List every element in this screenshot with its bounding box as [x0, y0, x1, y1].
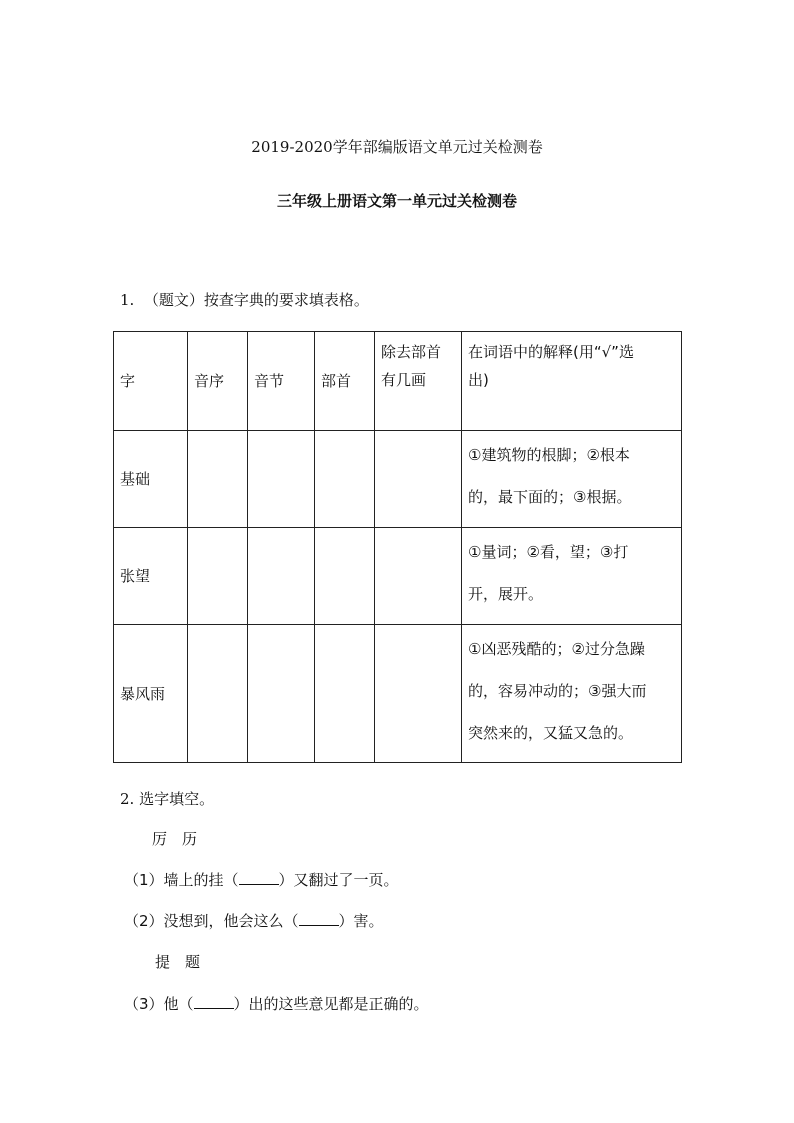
answer-blank[interactable] — [239, 870, 279, 885]
answer-cell-phonetic-order[interactable] — [188, 625, 248, 763]
answer-cell-syllable[interactable] — [248, 431, 315, 528]
fill-blank-item — [124, 910, 384, 932]
answer-cell-syllable[interactable] — [248, 528, 315, 625]
question-2-text: 选字填空。 — [139, 790, 215, 808]
answer-cell-radical[interactable] — [315, 431, 375, 528]
table-header-row — [114, 332, 682, 431]
meaning-line: 的，容易冲动的；③强大而 — [468, 682, 647, 700]
fill-blank-item — [124, 869, 399, 891]
header-meaning — [462, 332, 682, 431]
fill-blank-item — [124, 993, 429, 1015]
item-suffix: ）出的这些意见都是正确的。 — [233, 995, 429, 1013]
item-suffix: ）又翻过了一页。 — [278, 871, 399, 889]
meaning-line: ①量词；②看，望；③打 — [468, 543, 629, 561]
header-strokes — [375, 332, 462, 431]
item-prefix: （2）没想到，他会这么（ — [124, 912, 299, 930]
character-choice: 厉 — [152, 830, 169, 848]
question-1-number: 1. — [120, 291, 135, 309]
question-2-prompt — [120, 788, 214, 810]
header-syllable: 音节 — [248, 332, 315, 431]
meaning-cell[interactable] — [462, 625, 682, 763]
meaning-cell[interactable] — [462, 528, 682, 625]
table-row — [114, 625, 682, 763]
item-prefix: （1）墙上的挂（ — [124, 871, 239, 889]
meaning-line: 的，最下面的；③根据。 — [468, 488, 632, 506]
item-prefix: （3）他（ — [124, 995, 194, 1013]
dictionary-table — [113, 331, 682, 763]
header-meaning-line-1: 在词语中的解释(用“√”选 — [468, 343, 634, 361]
character-pair — [152, 828, 198, 850]
item-suffix: ）害。 — [338, 912, 384, 930]
answer-blank[interactable] — [299, 911, 339, 926]
header-meaning-line-2: 出) — [468, 371, 489, 389]
table-row — [114, 528, 682, 625]
answer-cell-strokes[interactable] — [375, 625, 462, 763]
question-2-number: 2. — [120, 790, 135, 808]
character-choice: 题 — [185, 953, 202, 971]
character-choice: 提 — [155, 953, 172, 971]
document-subtitle: 三年级上册语文第一单元过关检测卷 — [276, 192, 517, 210]
title-text: 学年部编版语文单元过关检测卷 — [332, 138, 543, 156]
title-year: 2019-2020 — [251, 138, 333, 156]
row-word: 暴风雨 — [114, 625, 188, 763]
row-word: 基础 — [114, 431, 188, 528]
answer-cell-radical[interactable] — [315, 528, 375, 625]
character-choice: 历 — [182, 830, 199, 848]
answer-cell-phonetic-order[interactable] — [188, 528, 248, 625]
row-word: 张望 — [114, 528, 188, 625]
question-1-text: （题文）按查字典的要求填表格。 — [143, 291, 369, 309]
answer-cell-syllable[interactable] — [248, 625, 315, 763]
meaning-line: ①凶恶残酷的；②过分急躁 — [468, 640, 645, 658]
character-pair — [155, 951, 201, 973]
header-phonetic-order: 音序 — [188, 332, 248, 431]
meaning-line: ①建筑物的根脚；②根本 — [468, 446, 630, 464]
answer-blank[interactable] — [194, 994, 234, 1009]
header-strokes-line-1: 除去部首 — [381, 343, 442, 361]
answer-cell-phonetic-order[interactable] — [188, 431, 248, 528]
header-strokes-line-2: 有几画 — [381, 371, 427, 389]
header-radical: 部首 — [315, 332, 375, 431]
document-title — [0, 136, 794, 158]
answer-cell-radical[interactable] — [315, 625, 375, 763]
meaning-line: 开，展开。 — [468, 585, 544, 603]
header-char: 字 — [114, 332, 188, 431]
question-1-prompt — [120, 289, 369, 311]
meaning-line: 突然来的，又猛又急的。 — [468, 724, 634, 742]
table-row — [114, 431, 682, 528]
meaning-cell[interactable] — [462, 431, 682, 528]
answer-cell-strokes[interactable] — [375, 431, 462, 528]
answer-cell-strokes[interactable] — [375, 528, 462, 625]
